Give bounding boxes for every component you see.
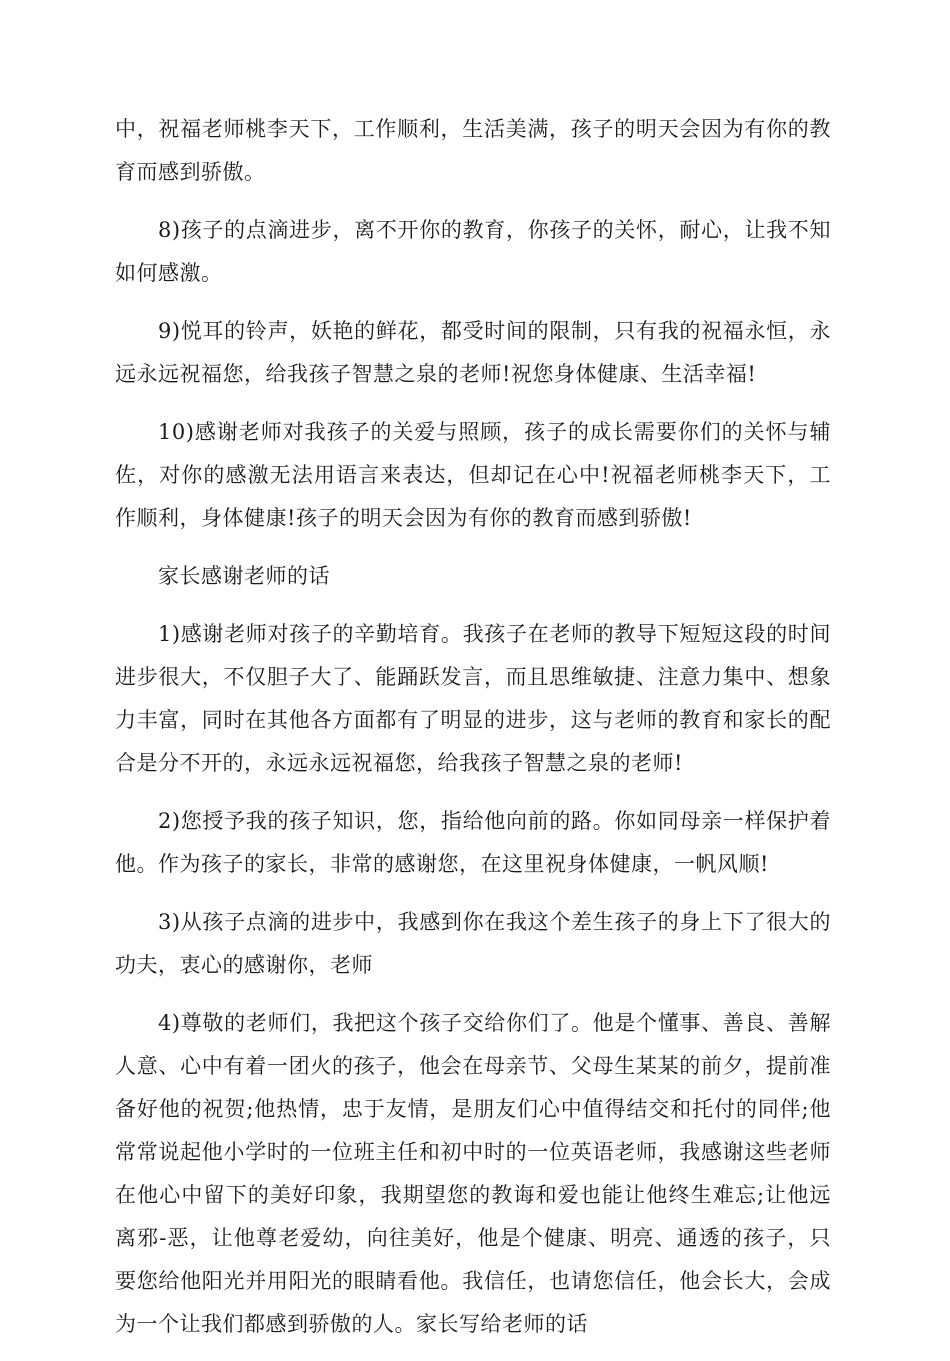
paragraph-item-3: 3)从孩子点滴的进步中，我感到你在我这个差生孩子的身上下了很大的功夫，衷心的感谢你，老师 xyxy=(115,910,831,977)
section-heading: 家长感谢老师的话 xyxy=(158,564,330,588)
paragraph-item-10: 10)感谢老师对我孩子的关爱与照顾，孩子的成长需要你们的关怀与辅佐，对你的感激无法用语言来表达，但却记在心中!祝福老师桃李天下，工作顺利，身体健康!孩子的明天会因为有你的教育而感到骄傲! xyxy=(115,420,831,530)
paragraph-continuation: 中，祝福老师桃李天下，工作顺利，生活美满，孩子的明天会因为有你的教育而感到骄傲。 xyxy=(115,117,831,184)
paragraph-item-4: 4)尊敬的老师们，我把这个孩子交给你们了。他是个懂事、善良、善解人意、心中有着一团火的孩子，他会在母亲节、父母生某某的前夕，提前准备好他的祝贺;他热情，忠于友情，是朋友们心中值得结交和托付的同伴;他常常说起他小学时的一位班主任和初中时的一位英语老师，我感谢这些老师在他心中留下的美好印象，我期望您的教诲和爱也能让他终生难忘;让他远离邪-恶，让他尊老爱幼，向往美好，他是个健康、明亮、通透的孩子，只要您给他阳光并用阳光的眼睛看他。我信任，也请您信任，他会长大，会成为一个让我们都感到骄傲的人。家长写给老师的话 xyxy=(115,1011,831,1336)
document-body xyxy=(115,108,831,1361)
paragraph-item-2: 2)您授予我的孩子知识，您，指给他向前的路。你如同母亲一样保护着他。作为孩子的家长，非常的感谢您，在这里祝身体健康，一帆风顺! xyxy=(115,809,831,876)
paragraph-item-8: 8)孩子的点滴进步，离不开你的教育，你孩子的关怀，耐心，让我不知如何感激。 xyxy=(115,218,831,285)
paragraph-item-9: 9)悦耳的铃声，妖艳的鲜花，都受时间的限制，只有我的祝福永恒，永远永远祝福您，给我孩子智慧之泉的老师!祝您身体健康、生活幸福! xyxy=(115,319,831,386)
paragraph-item-1: 1)感谢老师对孩子的辛勤培育。我孩子在老师的教导下短短这段的时间进步很大，不仅胆子大了、能踊跃发言，而且思维敏捷、注意力集中、想象力丰富，同时在其他各方面都有了明显的进步，这与老师的教育和家长的配合是分不开的，永远永远祝福您，给我孩子智慧之泉的老师! xyxy=(115,622,831,775)
